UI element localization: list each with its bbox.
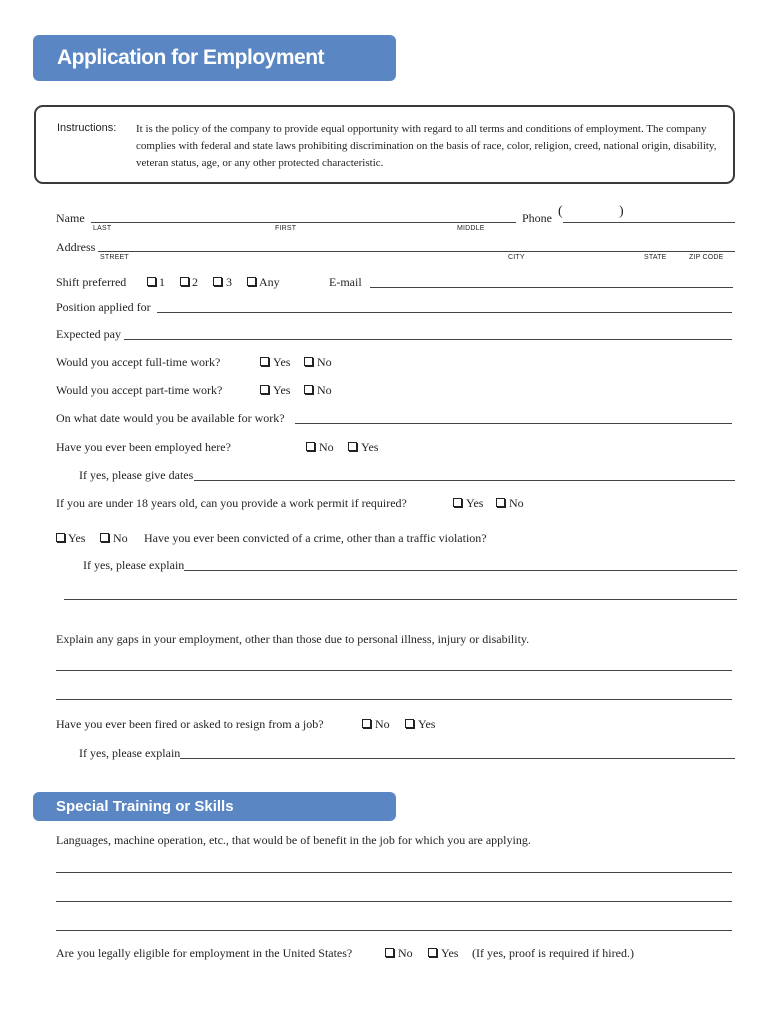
name-label: Name <box>56 211 85 225</box>
work-permit-no-checkbox[interactable] <box>496 498 505 507</box>
full-time-label: Would you accept full-time work? <box>56 355 221 369</box>
skills-field-line-3[interactable] <box>56 930 732 931</box>
skills-heading: Special Training or Skills <box>56 798 234 815</box>
instructions-box <box>34 105 735 184</box>
eligible-yes-label: Yes <box>441 946 459 960</box>
convicted-label: Have you ever been convicted of a crime, other than a traffic violation? <box>144 531 487 545</box>
instructions-text: It is the policy of the company to provide equal opportunity with regard to all terms and conditions of employment. The company complies with federal and state laws prohibiting discrimination on the basis of race, color, religion, creed, national origin, disability, veteran status, age, or any other protected characteristic. <box>136 123 717 169</box>
full-time-no-label: No <box>317 355 332 369</box>
phone-area-open-paren: ( <box>558 204 563 219</box>
work-permit-yes-label: Yes <box>466 496 484 510</box>
fired-explain-label: If yes, please explain <box>79 746 181 760</box>
full-time-no-checkbox[interactable] <box>304 357 313 366</box>
part-time-yes-label: Yes <box>273 383 291 397</box>
part-time-label: Would you accept part-time work? <box>56 383 223 397</box>
shift-3-label: 3 <box>226 275 232 289</box>
employed-dates-label: If yes, please give dates <box>79 468 194 482</box>
work-permit-label: If you are under 18 years old, can you provide a work permit if required? <box>56 496 407 510</box>
convicted-yes-checkbox[interactable] <box>56 533 65 542</box>
shift-label: Shift preferred <box>56 275 127 289</box>
phone-area-close-paren: ) <box>619 204 624 219</box>
shift-2-label: 2 <box>192 275 198 289</box>
eligible-no-checkbox[interactable] <box>385 948 394 957</box>
eligible-note: (If yes, proof is required if hired.) <box>472 946 634 960</box>
work-permit-no-label: No <box>509 496 524 510</box>
name-last-caption: LAST <box>93 225 112 232</box>
gaps-field-line-2[interactable] <box>56 699 732 700</box>
phone-label: Phone <box>522 211 552 225</box>
pay-label: Expected pay <box>56 327 121 341</box>
fired-explain-field[interactable] <box>180 758 735 759</box>
name-field[interactable] <box>91 222 516 223</box>
convicted-explain-label: If yes, please explain <box>83 558 185 572</box>
convicted-explain-field-line-2[interactable] <box>64 599 737 600</box>
convicted-no-label: No <box>113 531 128 545</box>
address-label: Address <box>56 240 96 254</box>
convicted-explain-field[interactable] <box>184 570 737 571</box>
shift-any-label: Any <box>259 275 280 289</box>
name-first-caption: FIRST <box>275 225 297 232</box>
employed-here-yes-checkbox[interactable] <box>348 442 357 451</box>
employed-dates-field[interactable] <box>194 480 735 481</box>
employed-here-label: Have you ever been employed here? <box>56 440 231 454</box>
phone-field[interactable] <box>563 222 735 223</box>
work-permit-yes-checkbox[interactable] <box>453 498 462 507</box>
shift-1-label: 1 <box>159 275 165 289</box>
address-state-caption: STATE <box>644 254 667 261</box>
address-street-caption: STREET <box>100 254 129 261</box>
full-time-yes-label: Yes <box>273 355 291 369</box>
address-zip-caption: ZIP CODE <box>689 254 724 261</box>
available-date-label: On what date would you be available for work? <box>56 411 285 425</box>
skills-section-banner <box>33 792 396 821</box>
part-time-no-checkbox[interactable] <box>304 385 313 394</box>
shift-any-checkbox[interactable] <box>247 277 256 286</box>
fired-label: Have you ever been fired or asked to resign from a job? <box>56 717 324 731</box>
fired-yes-checkbox[interactable] <box>405 719 414 728</box>
employed-here-no-checkbox[interactable] <box>306 442 315 451</box>
gaps-field-line-1[interactable] <box>56 670 732 671</box>
shift-2-checkbox[interactable] <box>180 277 189 286</box>
position-label: Position applied for <box>56 300 151 314</box>
shift-1-checkbox[interactable] <box>147 277 156 286</box>
fired-no-label: No <box>375 717 390 731</box>
address-city-caption: CITY <box>508 254 525 261</box>
fired-yes-label: Yes <box>418 717 436 731</box>
email-label: E-mail <box>329 275 362 289</box>
available-date-field[interactable] <box>295 423 732 424</box>
part-time-no-label: No <box>317 383 332 397</box>
convicted-yes-label: Yes <box>68 531 86 545</box>
instructions-label: Instructions: <box>57 122 117 134</box>
address-field[interactable] <box>98 251 735 252</box>
position-field[interactable] <box>157 312 732 313</box>
eligible-label: Are you legally eligible for employment in the United States? <box>56 946 353 960</box>
eligible-no-label: No <box>398 946 413 960</box>
skills-label: Languages, machine operation, etc., that would be of benefit in the job for which you are applying. <box>56 833 531 847</box>
full-time-yes-checkbox[interactable] <box>260 357 269 366</box>
skills-field-line-2[interactable] <box>56 901 732 902</box>
shift-3-checkbox[interactable] <box>213 277 222 286</box>
employed-here-yes-label: Yes <box>361 440 379 454</box>
eligible-yes-checkbox[interactable] <box>428 948 437 957</box>
form-title-banner <box>33 35 396 81</box>
fired-no-checkbox[interactable] <box>362 719 371 728</box>
form-title: Application for Employment <box>57 46 325 69</box>
email-field[interactable] <box>370 287 733 288</box>
gaps-label: Explain any gaps in your employment, other than those due to personal illness, injury or disability. <box>56 632 530 646</box>
pay-field[interactable] <box>124 339 732 340</box>
skills-field-line-1[interactable] <box>56 872 732 873</box>
employed-here-no-label: No <box>319 440 334 454</box>
convicted-no-checkbox[interactable] <box>100 533 109 542</box>
name-middle-caption: MIDDLE <box>457 225 485 232</box>
part-time-yes-checkbox[interactable] <box>260 385 269 394</box>
